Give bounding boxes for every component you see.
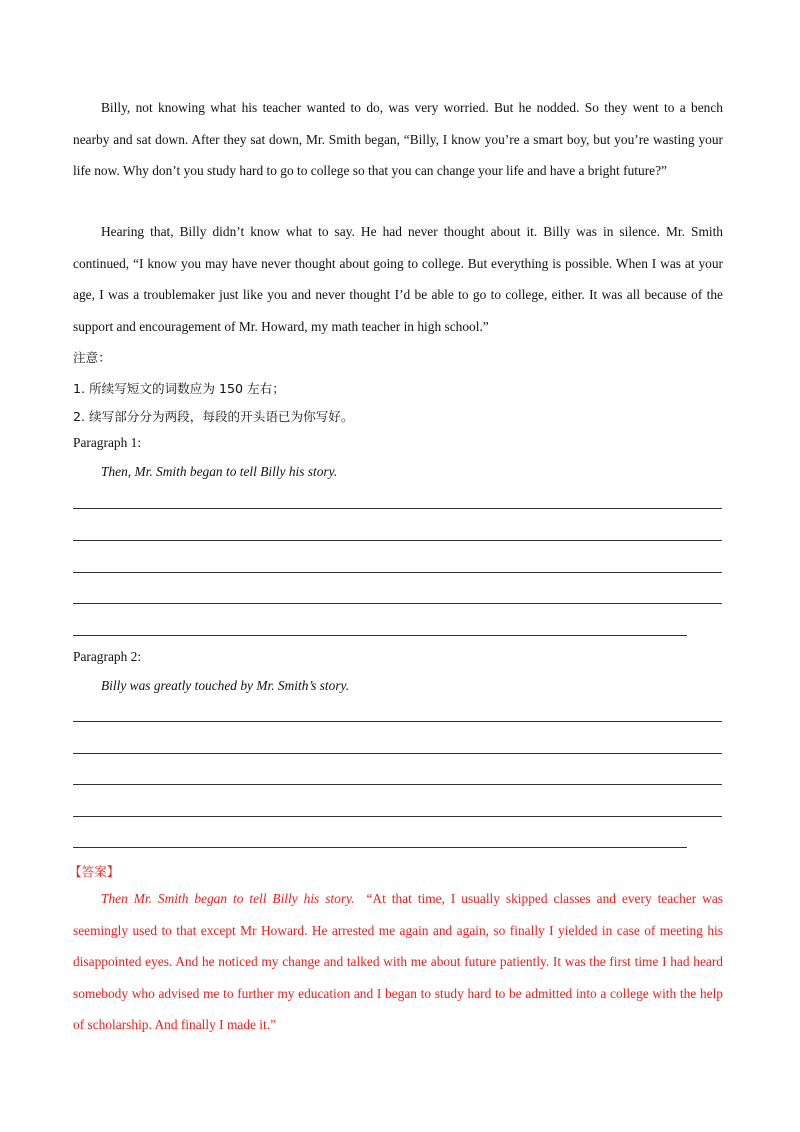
- writing-line: [73, 816, 722, 817]
- paragraph-1-label: Paragraph 1:: [73, 435, 142, 450]
- writing-line: [73, 540, 722, 541]
- story-paragraph-2: Hearing that, Billy didn’t know what to say. He had never thought about it. Billy was in silence. Mr. Smith continued, “I know you may have never thought about going to college. But everything is possible. When I was at your age, I was a troublemaker just like you and never thought I’d be able to go to college, either. It was all because of the support and encouragement of Mr. Howard, my math teacher in high school.”: [73, 224, 723, 334]
- paragraph-1-opening: Then, Mr. Smith began to tell Billy his story.: [101, 464, 338, 479]
- notes-heading: 注意：: [73, 350, 111, 365]
- writing-line: [73, 572, 722, 573]
- writing-line: [73, 603, 722, 604]
- writing-line: [73, 635, 687, 636]
- notes-item-1: 1. 所续写短文的词数应为 150 左右；: [73, 381, 285, 396]
- answer-opening: Then Mr. Smith began to tell Billy his story.: [101, 891, 355, 906]
- notes-item-2: 2. 续写部分分为两段，每段的开头语已为你写好。: [73, 409, 354, 424]
- writing-line: [73, 508, 722, 509]
- writing-line: [73, 847, 687, 848]
- writing-line: [73, 721, 722, 722]
- paragraph-2-label: Paragraph 2:: [73, 649, 142, 664]
- story-paragraph-1: Billy, not knowing what his teacher wanted to do, was very worried. But he nodded. So they went to a bench nearby and sat down. After they sat down, Mr. Smith began, “Billy, I know you’re a smart boy, but you’re wasting your life now. Why don’t you study hard to go to college so that you can change your life and have a bright future?”: [73, 100, 723, 178]
- answer-label: 【答案】: [69, 864, 120, 879]
- answer-paragraph: [73, 883, 723, 1041]
- paragraph-2-opening: Billy was greatly touched by Mr. Smith’s story.: [101, 678, 350, 693]
- writing-line: [73, 753, 722, 754]
- writing-line: [73, 784, 722, 785]
- answer-body: “At that time, I usually skipped classes and every teacher was seemingly used to that except Mr Howard. He arrested me again and again, so finally I yielded in case of meeting his disappointed eyes. And he noticed my change and talked with me about future patiently. It was the first time I had heard somebody who advised me to further my education and I began to study hard to be admitted into a college with the help of scholarship. And finally I made it.”: [73, 891, 723, 1032]
